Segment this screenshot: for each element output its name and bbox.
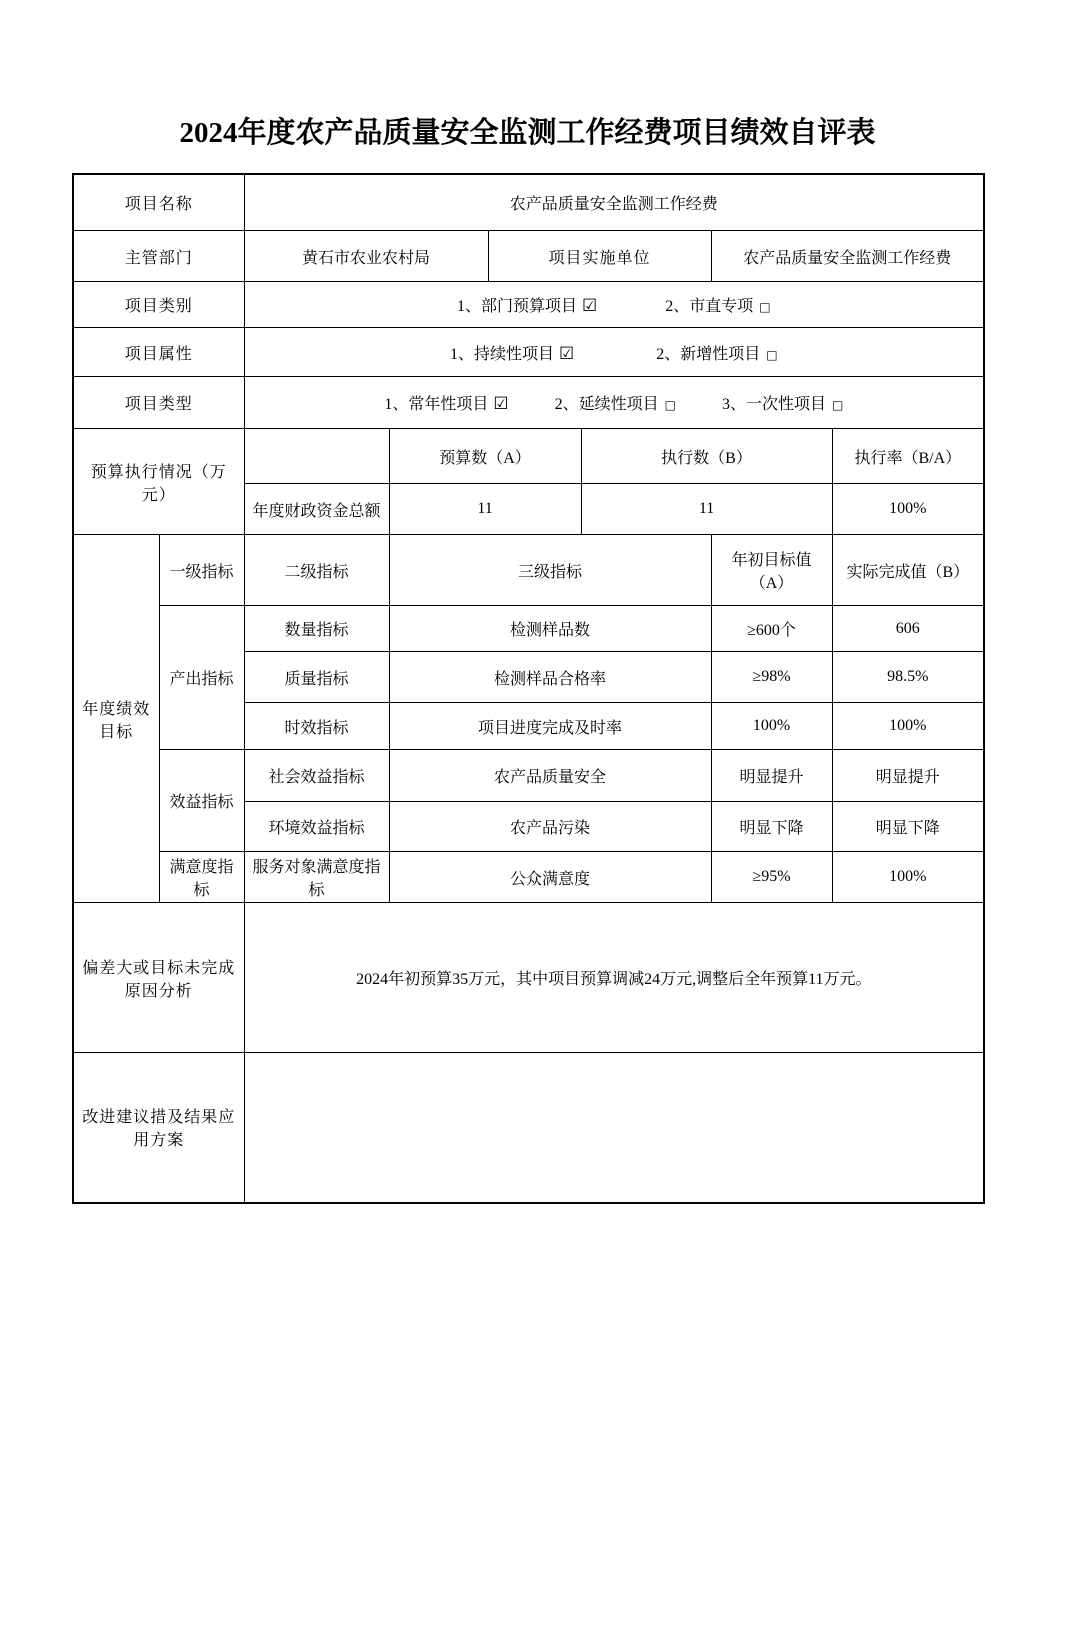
rate-value: 100%: [832, 484, 984, 535]
option-dept-budget-project: [457, 298, 597, 315]
project-attribute-options: [244, 328, 984, 377]
option-extension-project: [555, 396, 676, 413]
document-page: [72, 115, 983, 1204]
option-continuing-project: [449, 343, 575, 364]
option-new-project: [656, 346, 777, 363]
checked-checkbox-icon: ☑: [493, 394, 509, 415]
improvement-label: 改进建议措及结果应用方案: [73, 1053, 244, 1203]
level3-cell: 检测样品数: [389, 606, 711, 652]
level2-cell: 服务对象满意度指标: [244, 852, 389, 903]
deviation-text: 2024年初预算35万元，其中项目预算调减24万元,调整后全年预算11万元。: [244, 903, 984, 1053]
unchecked-checkbox-icon: □: [766, 347, 778, 362]
row-improvement-plan: [73, 1053, 984, 1203]
row-department: [73, 231, 984, 282]
checked-checkbox-icon: ☑: [559, 343, 575, 364]
option-label: 2、市直专项: [665, 298, 754, 316]
level3-cell: 公众满意度: [389, 852, 711, 903]
indicator-row: [73, 606, 984, 652]
page-title: 2024年度农产品质量安全监测工作经费项目绩效自评表: [179, 117, 876, 149]
option-label: 2、延续性项目: [554, 396, 659, 414]
level2-cell: 环境效益指标: [244, 802, 389, 852]
row-deviation-analysis: [73, 903, 984, 1053]
unchecked-checkbox-icon: □: [759, 300, 771, 315]
level3-cell: 检测样品合格率: [389, 652, 711, 703]
target-cell: 明显下降: [711, 802, 832, 852]
level1-header: 一级指标: [159, 535, 244, 606]
row-budget-header: [73, 429, 984, 484]
target-cell: ≥600个: [711, 606, 832, 652]
budget-col-header-a: 预算数（A）: [389, 429, 581, 484]
impl-unit-value: 农产品质量安全监测工作经费: [711, 231, 984, 282]
department-value: 黄石市农业农村局: [244, 231, 488, 282]
level1-satisfaction-label: 满意度指标: [159, 852, 244, 903]
target-cell: ≥95%: [711, 852, 832, 903]
row-indicator-header: [73, 535, 984, 606]
row-project-category: [73, 282, 984, 328]
department-label: 主管部门: [73, 231, 244, 282]
row-project-name: [73, 174, 984, 231]
project-category-label: 项目类别: [73, 282, 244, 328]
row-project-type: [73, 377, 984, 429]
improvement-text: [244, 1053, 984, 1203]
self-evaluation-table: [72, 173, 985, 1204]
option-one-time-project: [722, 396, 843, 413]
actual-cell: 98.5%: [832, 652, 984, 703]
option-label: 2、新增性项目: [656, 345, 761, 363]
level1-output-label: 产出指标: [159, 606, 244, 750]
budget-col-header-b: 执行数（B）: [581, 429, 832, 484]
budget-col-header-rate: 执行率（B/A）: [832, 429, 984, 484]
target-cell: ≥98%: [711, 652, 832, 703]
checked-checkbox-icon: ☑: [582, 296, 598, 317]
unchecked-checkbox-icon: □: [831, 398, 844, 413]
project-category-options: [244, 282, 984, 328]
option-label: 1、持续性项目: [449, 345, 554, 363]
project-name-label: 项目名称: [73, 174, 244, 231]
level2-cell: 数量指标: [244, 606, 389, 652]
option-perennial-project: [384, 396, 508, 413]
project-attribute-label: 项目属性: [73, 328, 244, 377]
empty-cell: [244, 429, 389, 484]
actual-cell: 明显提升: [832, 750, 984, 802]
budget-section-label: 预算执行情况（万元）: [73, 429, 244, 535]
indicator-row: [73, 750, 984, 802]
project-type-label: 项目类型: [73, 377, 244, 429]
deviation-label: 偏差大或目标未完成原因分析: [73, 903, 244, 1053]
impl-unit-label: 项目实施单位: [488, 231, 711, 282]
level1-benefit-label: 效益指标: [159, 750, 244, 852]
actual-cell: 明显下降: [832, 802, 984, 852]
target-cell: 100%: [711, 703, 832, 750]
actual-header: 实际完成值（B）: [832, 535, 984, 606]
exec-value: 11: [581, 484, 832, 535]
project-name-value: 农产品质量安全监测工作经费: [244, 174, 984, 231]
actual-cell: 100%: [832, 703, 984, 750]
level2-cell: 社会效益指标: [244, 750, 389, 802]
level3-header: 三级指标: [389, 535, 711, 606]
actual-cell: 100%: [832, 852, 984, 903]
annual-funds-label: 年度财政资金总额: [244, 484, 389, 535]
indicator-row: [73, 852, 984, 903]
level3-cell: 农产品质量安全: [389, 750, 711, 802]
level2-header: 二级指标: [244, 535, 389, 606]
actual-cell: 606: [832, 606, 984, 652]
option-label: 3、一次性项目: [721, 396, 826, 414]
level2-cell: 时效指标: [244, 703, 389, 750]
row-project-attribute: [73, 328, 984, 377]
level3-cell: 农产品污染: [389, 802, 711, 852]
option-city-special: [665, 298, 770, 315]
project-type-options: [244, 377, 984, 429]
level2-cell: 质量指标: [244, 652, 389, 703]
budget-value: 11: [389, 484, 581, 535]
target-header: 年初目标值（A）: [711, 535, 832, 606]
unchecked-checkbox-icon: □: [664, 398, 676, 413]
level3-cell: 项目进度完成及时率: [389, 703, 711, 750]
target-cell: 明显提升: [711, 750, 832, 802]
performance-goal-section-label: 年度绩效目标: [73, 535, 159, 903]
option-label: 1、常年性项目: [384, 396, 489, 414]
option-label: 1、部门预算项目: [456, 298, 577, 316]
